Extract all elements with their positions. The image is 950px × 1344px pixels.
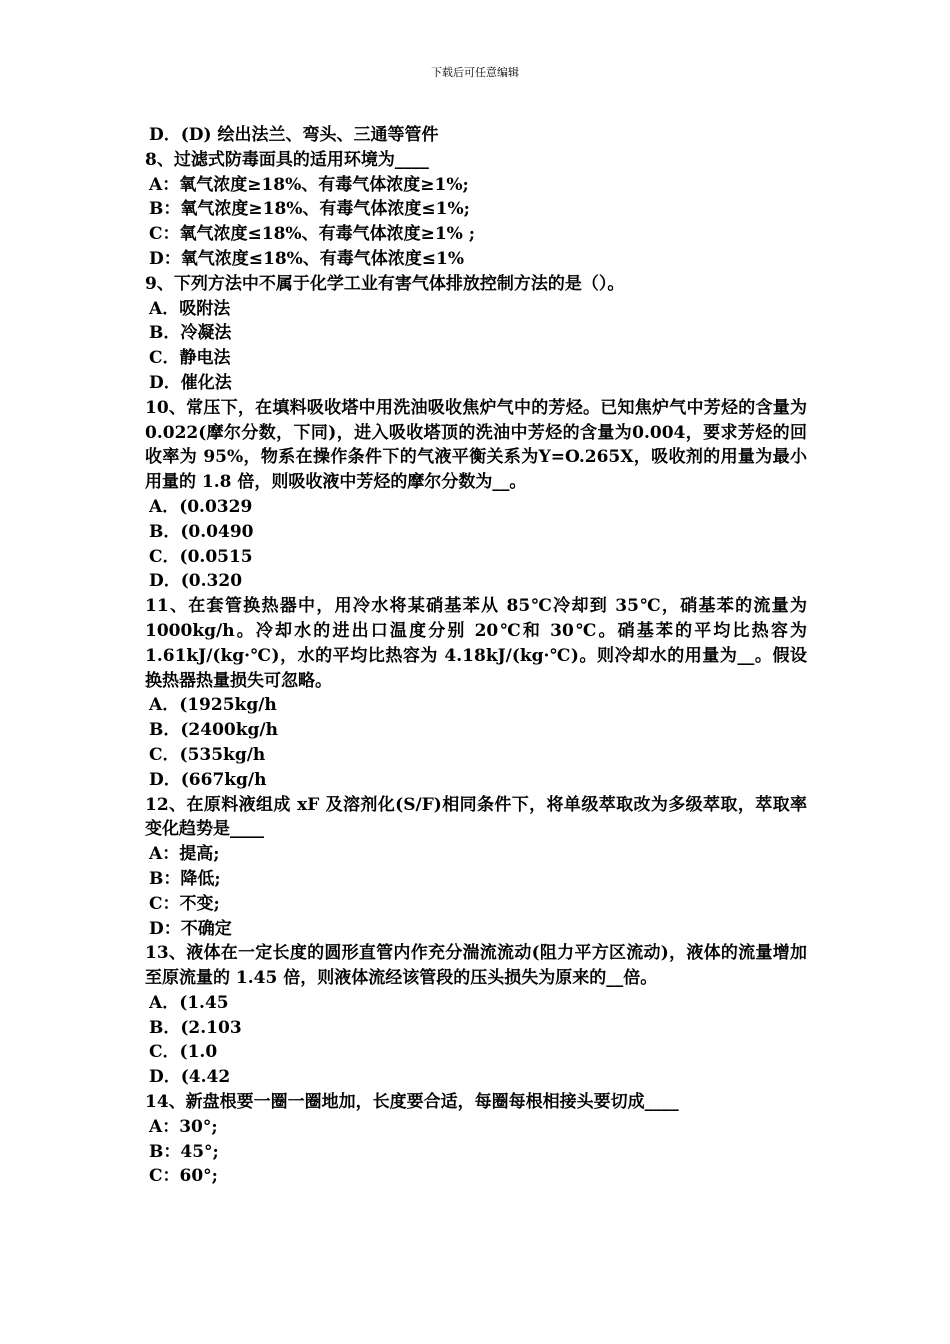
question-line: 14、新盘根要一圈一圈地加，长度要合适，每圈每根相接头要切成____ — [145, 1092, 679, 1113]
option-line: C．(1.0 — [149, 1042, 218, 1063]
option-line: D．(4.42 — [149, 1067, 231, 1088]
option-line: C：不变; — [149, 893, 220, 914]
document-body — [145, 123, 807, 1189]
option-line: B．(2400kg/h — [149, 720, 278, 741]
option-line: D：氧气浓度≤18%、有毒气体浓度≤1% — [149, 248, 465, 269]
option-line: B：45°; — [149, 1141, 219, 1162]
question-paragraph: 12、在原料液组成 xF 及溶剂化(S/F)相同条件下，将单级萃取改为多级萃取，萃取率变化趋势是____ — [145, 794, 807, 840]
option-line: A．吸附法 — [149, 298, 231, 319]
option-line: A．(1925kg/h — [149, 695, 277, 716]
option-line: B．(2.103 — [149, 1017, 242, 1038]
option-line: A．(0.0329 — [149, 496, 253, 517]
option-line: D．(D) 绘出法兰、弯头、三通等管件 — [149, 125, 439, 145]
question-paragraph: 11、在套管换热器中，用冷水将某硝基苯从 85℃冷却到 35℃，硝基苯的流量为1000kg/h。冷却水的进出口温度分别 20℃和 30℃。硝基苯的平均比热容为1.61kJ/(kg·℃)，水的平均比热容为 4.18kJ/(kg·℃)。则冷却水的用量为__。假设换热器热量损失可忽略。 — [145, 596, 807, 691]
option-line: C：60°; — [149, 1166, 218, 1187]
question-paragraph: 10、常压下，在填料吸收塔中用洗油吸收焦炉气中的芳烃。已知焦炉气中芳烃的含量为 0.022(摩尔分数，下同)，进入吸收塔顶的洗油中芳烃的含量为0.004，要求芳烃的回收率为 95%，物系在操作条件下的气液平衡关系为Y=O.265X，吸收剂的用量为最小用量的 1.8 倍，则吸收液中芳烃的摩尔分数为__。 — [145, 397, 807, 493]
option-line: C．(0.0515 — [149, 546, 253, 567]
page-header: 下载后可任意编辑 — [431, 66, 519, 79]
option-line: C．(535kg/h — [149, 744, 266, 765]
option-line: B：氧气浓度≥18%、有毒气体浓度≤1%; — [149, 199, 470, 220]
option-line: D．(667kg/h — [149, 769, 267, 790]
option-line: A：30°; — [149, 1116, 218, 1137]
option-line: C．静电法 — [149, 348, 231, 369]
question-line: 9、下列方法中不属于化学工业有害气体排放控制方法的是（）。 — [145, 273, 625, 294]
option-line: B．冷凝法 — [149, 323, 232, 344]
option-line: C：氧气浓度≤18%、有毒气体浓度≥1% ; — [149, 224, 476, 245]
option-line: A．(1.45 — [149, 992, 229, 1013]
option-line: D．(0.320 — [149, 571, 243, 592]
option-line: A：提高; — [149, 844, 220, 865]
question-paragraph: 13、液体在一定长度的圆形直管内作充分湍流流动(阻力平方区流动)，液体的流量增加至原流量的 1.45 倍，则液体流经该管段的压头损失为原来的__倍。 — [145, 943, 807, 989]
option-line: D：不确定 — [149, 918, 232, 939]
question-line: 8、过滤式防毒面具的适用环境为____ — [145, 149, 429, 170]
option-line: D．催化法 — [149, 372, 232, 393]
option-line: B：降低; — [149, 868, 221, 889]
option-line: A：氧气浓度≥18%、有毒气体浓度≥1%; — [149, 174, 469, 195]
option-line: B．(0.0490 — [149, 521, 254, 542]
